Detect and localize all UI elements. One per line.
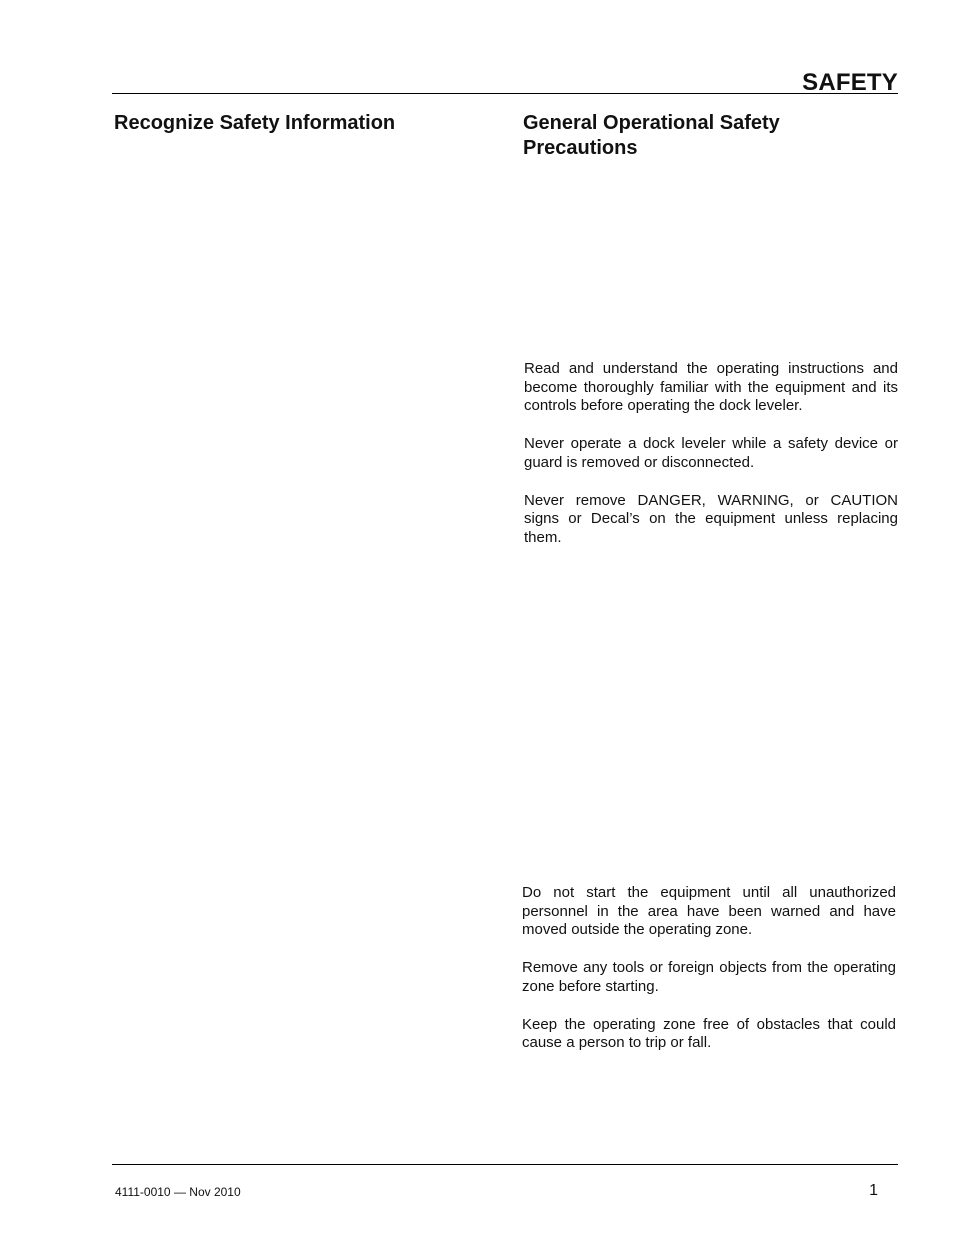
paragraph-unauthorized-personnel: Do not start the equipment until all unauthorized personnel in the area have been warned and have moved outside the operating zone.	[522, 884, 896, 939]
paragraph-safety-device: Never operate a dock leveler while a safety device or guard is removed or disconnected.	[524, 435, 898, 471]
precautions-block-1	[524, 360, 898, 567]
page-number: 1	[869, 1182, 878, 1199]
header-rule	[112, 93, 898, 94]
heading-recognize-safety-information: Recognize Safety Information	[114, 112, 396, 134]
paragraph-remove-tools: Remove any tools or foreign objects from the operating zone before starting.	[522, 959, 896, 995]
section-title: SAFETY	[802, 69, 898, 96]
footer-doc-id: 4111-0010 — Nov 2010	[115, 1185, 241, 1199]
heading-line-1: General Operational Safety	[523, 112, 780, 134]
paragraph-signs-decals: Never remove DANGER, WARNING, or CAUTION signs or Decal’s on the equipment unless replacing them.	[524, 491, 898, 546]
paragraph-obstacles: Keep the operating zone free of obstacles that could cause a person to trip or fall.	[522, 1015, 896, 1052]
footer-rule	[112, 1164, 898, 1165]
heading-general-operational-safety	[523, 111, 843, 161]
heading-line-2: Precautions	[523, 137, 638, 159]
precautions-block-2	[522, 884, 896, 1072]
paragraph-read-instructions: Read and understand the operating instructions and become thoroughly familiar with the equipment and its controls before operating the dock leveler.	[524, 360, 898, 415]
